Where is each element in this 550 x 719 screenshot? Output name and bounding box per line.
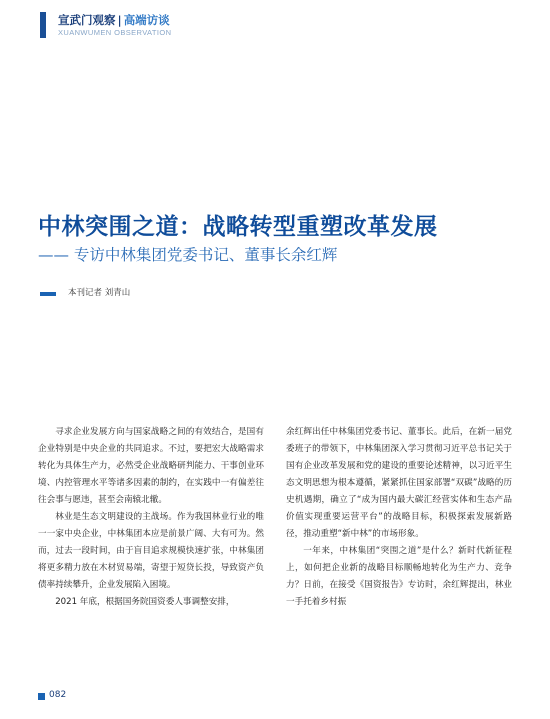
article-subtitle: —— 专访中林集团党委书记、董事长余红辉 <box>38 246 338 264</box>
paragraph: 余红辉出任中林集团党委书记、董事长。此后，在新一届党委班子的带领下，中林集团深入学习贯彻习近平总书记关于国有企业改革发展和党的建设的重要论述精神，以习近平生态文明思想为根本遵循，紧紧抓住国家部署“双碳”战略的历史机遇期，确立了“成为国内最大碳汇经营实体和生态产品价值实现重要运营平台”的战略目标，积极探索发展新路径，推动重塑“新中林”的市场形象。 <box>286 427 512 539</box>
page-number-marker <box>38 693 45 700</box>
article-byline: 本刊记者 刘青山 <box>68 288 131 298</box>
paragraph: 一年来，中林集团“突围之道”是什么？新时代新征程上，如何把企业新的战略目标顺畅地转化为生产力、竞争力？日前，在接受《国资报告》专访时，余红辉提出，林业一手托着乡村振 <box>286 546 512 607</box>
column-english-name: XUANWUMEN OBSERVATION <box>58 28 172 37</box>
paragraph: 2021 年底，根据国务院国资委人事调整安排， <box>55 597 235 607</box>
header-separator: | <box>117 13 122 27</box>
column-name: 宣武门观察 <box>58 13 116 27</box>
article-title: 中林突围之道：战略转型重塑改革发展 <box>38 213 438 240</box>
magazine-column-header <box>58 12 170 28</box>
paragraph: 林业是生态文明建设的主战场。作为我国林业行业的唯一一家中央企业，中林集团本应是前景广阔、大有可为。然而，过去一段时间，由于盲目追求规模快速扩张，中林集团将更多精力放在木材贸易端，寄望于短贷长投，导致资产负债率持续攀升，企业发展陷入困境。 <box>38 512 264 590</box>
body-column-right <box>286 424 512 611</box>
paragraph: 寻求企业发展方向与国家战略之间的有效结合，是国有企业特别是中央企业的共同追求。不过，要把宏大战略需求转化为具体生产力，必然受企业战略研判能力、干事创业环境、内控管理水平等诸多因素的制约，在实践中一有偏差往往会事与愿违，甚至会南辕北辙。 <box>38 427 264 505</box>
byline-marker <box>40 292 56 296</box>
page-number: 082 <box>49 690 67 700</box>
section-name: 高端访谈 <box>123 13 170 27</box>
header-accent-bar <box>40 12 46 38</box>
body-column-left <box>38 424 264 611</box>
